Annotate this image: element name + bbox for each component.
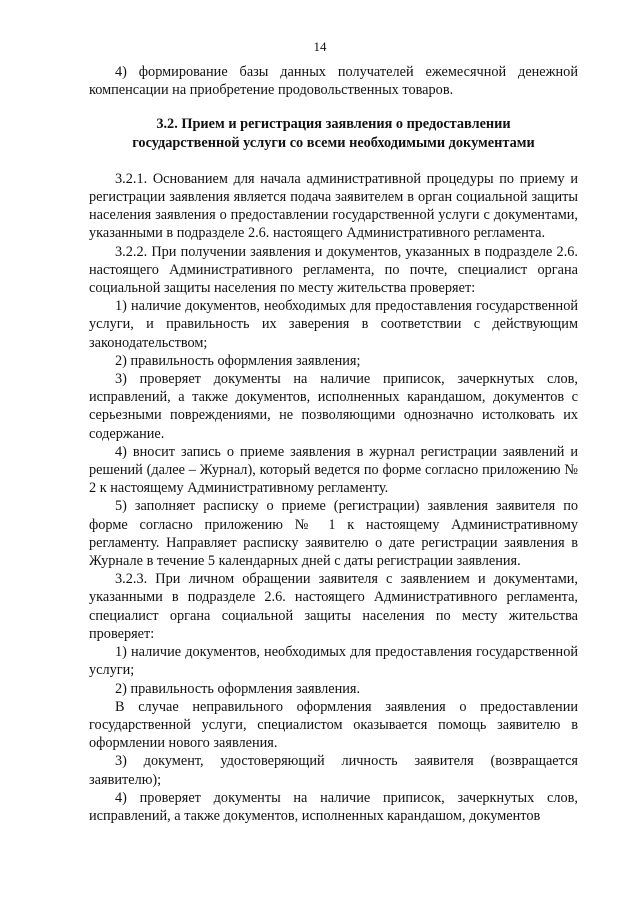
paragraph: 1) наличие документов, необходимых для предоставления государственной услуги; bbox=[89, 644, 578, 679]
paragraph: 2) правильность оформления заявления. bbox=[115, 680, 361, 697]
paragraph: 3.2.1. Основанием для начала административной процедуры по приему и регистрации заявления является подача заявителем в орган социальной защиты населения заявления о предоставлении государственной услуги с документами, указанными в подразделе 2.6. настоящего Административного регламента. bbox=[89, 170, 578, 242]
paragraph: 4) вносит запись о приеме заявления в журнал регистрации заявлений и решений (далее – Журнал), который ведется по форме согласно приложению № 2 к настоящему Административному регламенту. bbox=[89, 443, 578, 497]
paragraph: 3) проверяет документы на наличие приписок, зачеркнутых слов, исправлений, а также документов, исполненных карандашом, документов с серьезными повреждениями, не позволяющими однозначно истолковать их содержание. bbox=[89, 371, 578, 442]
paragraph: 3) документ, удостоверяющий личность заявителя (возвращается заявителю); bbox=[89, 753, 578, 788]
section-heading: 3.2. Прием и регистрация заявления о предоставлении государственной услуги со всеми необходимыми документами bbox=[132, 116, 535, 151]
page-content bbox=[89, 63, 578, 825]
paragraph: 4) проверяет документы на наличие приписок, зачеркнутых слов, исправлений, а также документов, исполненных карандашом, документов bbox=[89, 789, 578, 824]
paragraph: 5) заполняет расписку о приеме (регистрации) заявления заявителя по форме согласно приложению № 1 к настоящему Административному регламенту. Направляет расписку заявителю о дате регистрации заявления в Журнале в течение 5 календарных дней с даты регистрации заявления. bbox=[89, 498, 578, 570]
paragraph: В случае неправильного оформления заявления о предоставлении государственной услуги, специалистом оказывается помощь заявителю в оформлении нового заявления. bbox=[89, 698, 578, 752]
paragraph: 3.2.3. При личном обращении заявителя с заявлением и документами, указанными в подразделе 2.6. настоящего Административного регламента, специалист органа социальной защиты населения по месту жительства проверяет: bbox=[89, 571, 578, 642]
paragraph: 1) наличие документов, необходимых для предоставления государственной услуги, и правильность их заверения в соответствии с действующим законодательством; bbox=[89, 298, 578, 351]
paragraph: 3.2.2. При получении заявления и документов, указанных в подразделе 2.6. настоящего Административного регламента, по почте, специалист органа социальной защиты населения по месту жительства проверяет: bbox=[89, 243, 578, 297]
page-number: 14 bbox=[313, 39, 327, 54]
intro-paragraph: 4) формирование базы данных получателей ежемесячной денежной компенсации на приобретение продовольственных товаров. bbox=[89, 64, 578, 99]
paragraph: 2) правильность оформления заявления; bbox=[115, 352, 361, 369]
